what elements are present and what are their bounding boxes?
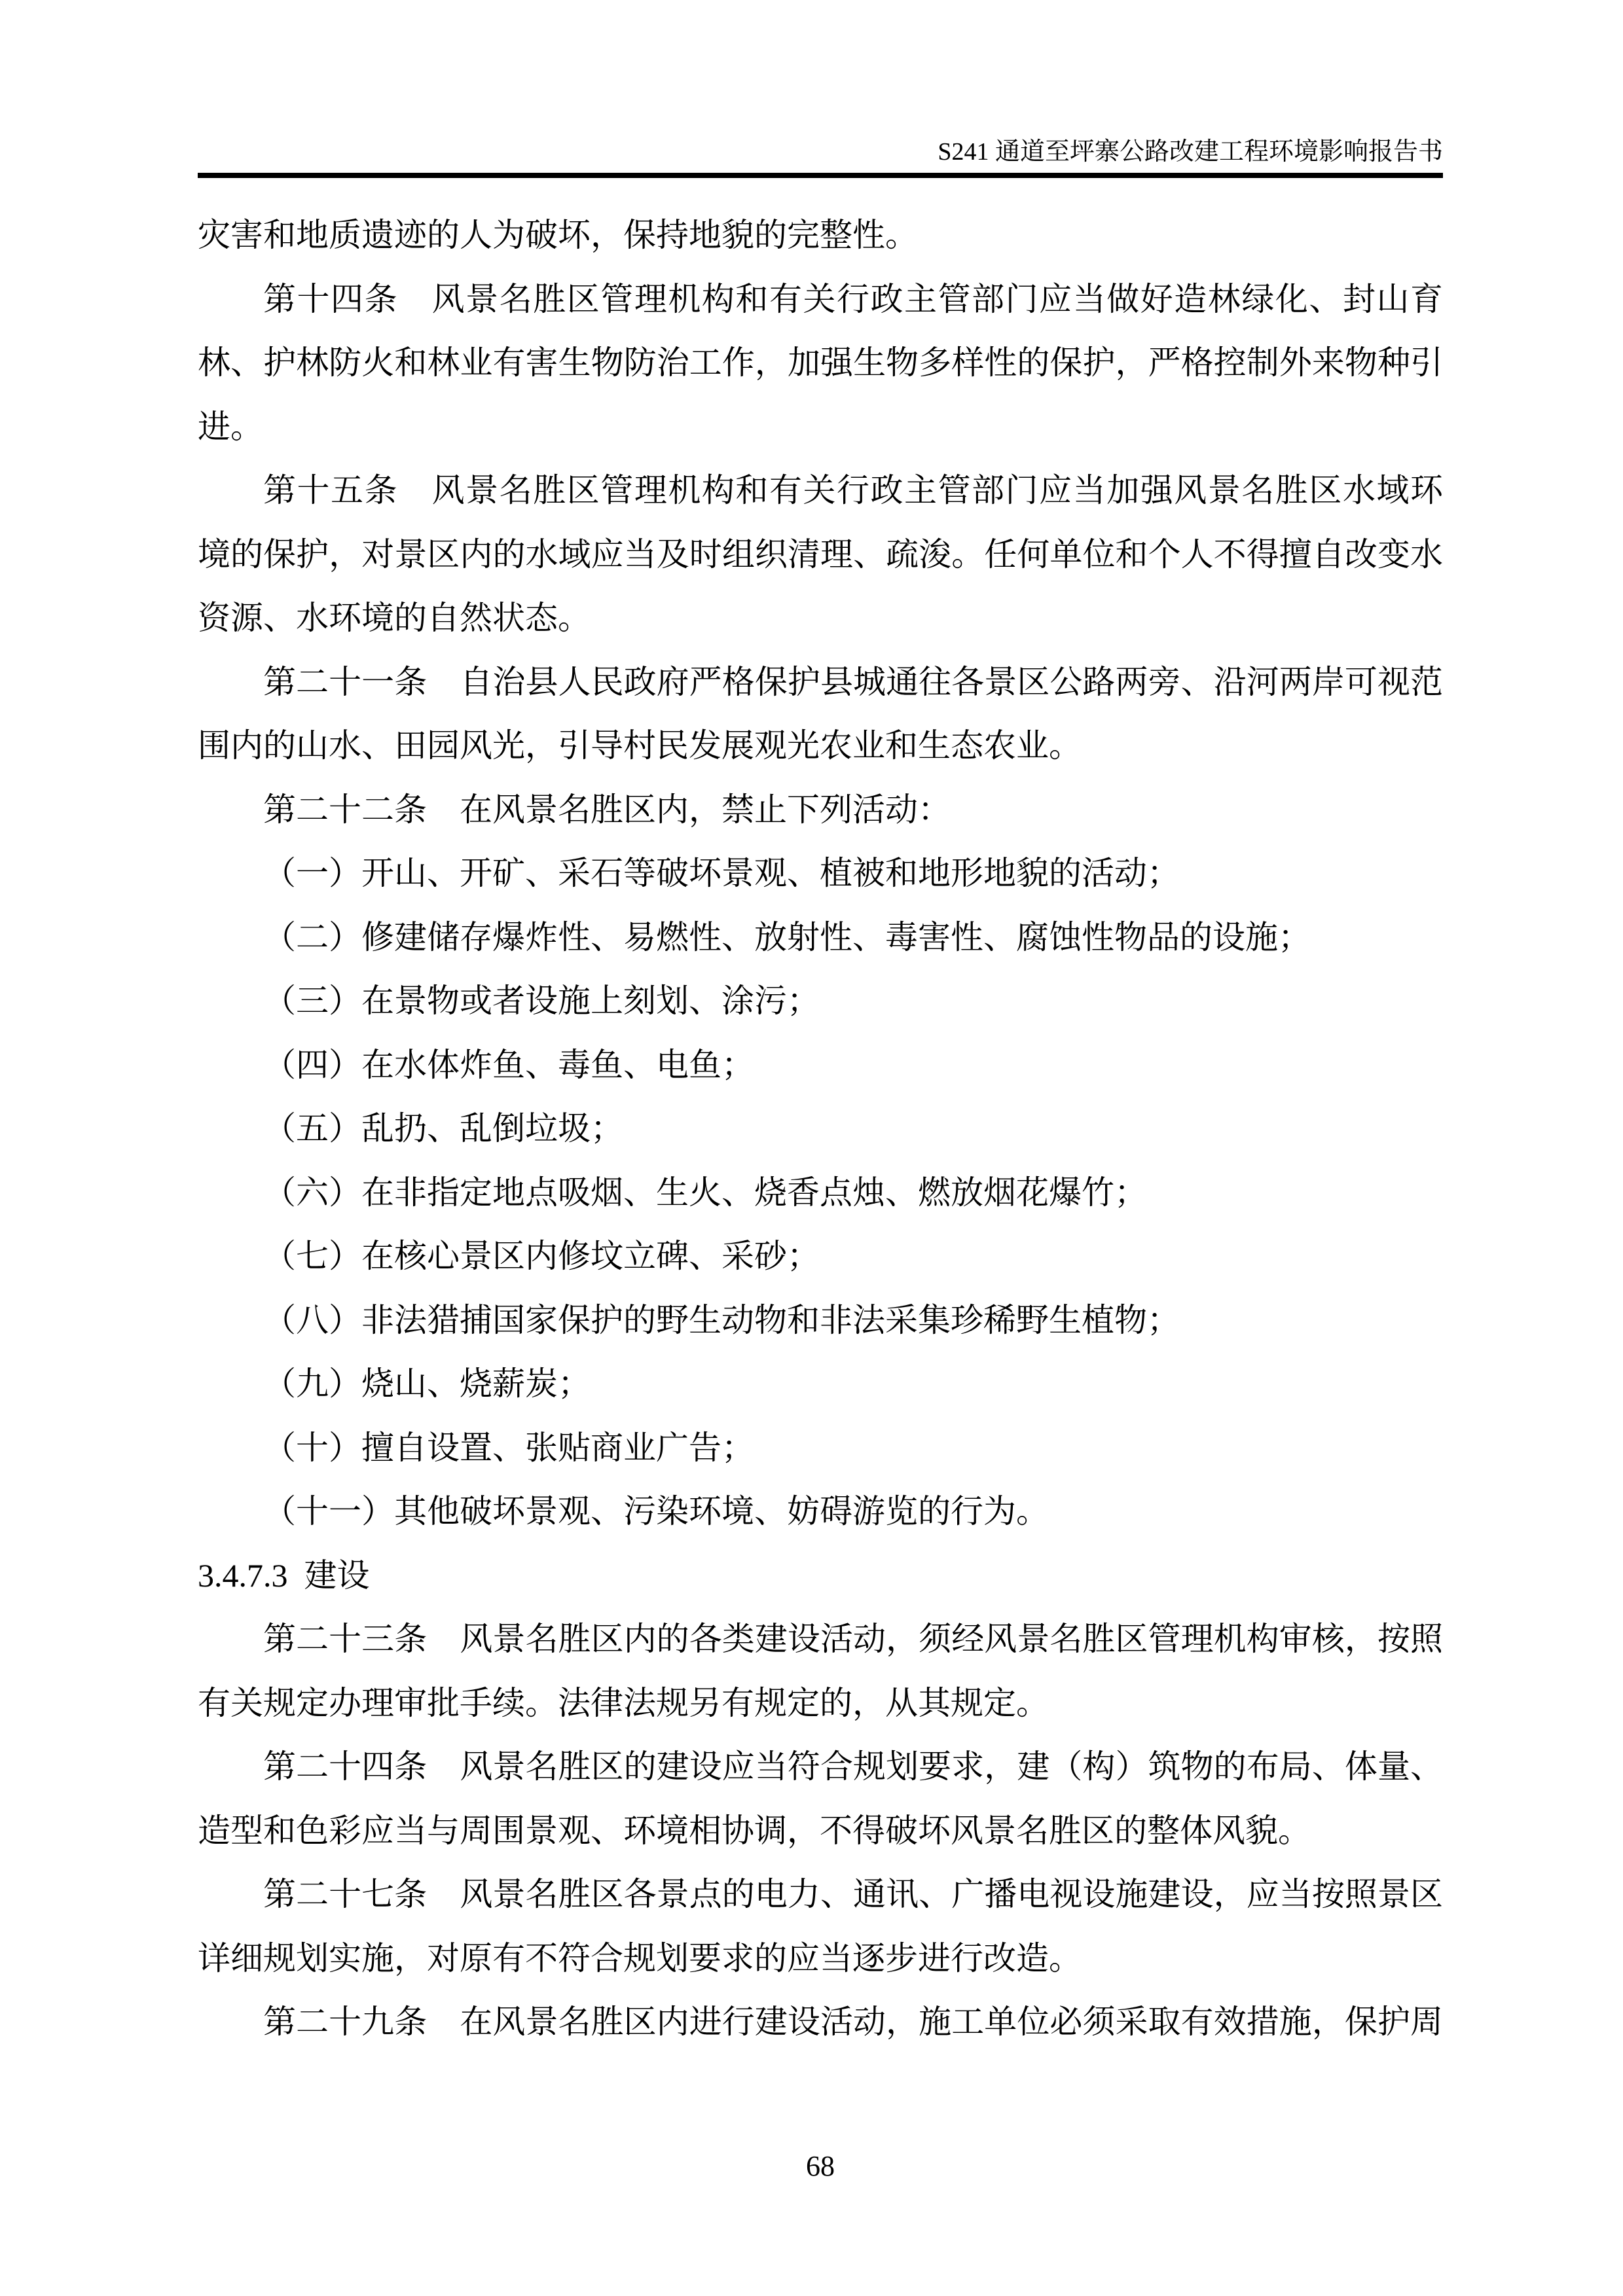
text-line: 第二十九条 在风景名胜区内进行建设活动，施工单位必须采取有效措施，保护周 [263, 2003, 1443, 2040]
text-line: 林、护林防火和林业有害生物防治工作，加强生物多样性的保护，严格控制外来物种引 [198, 344, 1443, 381]
text-line: （四）在水体炸鱼、毒鱼、电鱼； [263, 1046, 754, 1083]
text-line: 详细规划实施，对原有不符合规划要求的应当逐步进行改造。 [198, 1939, 1082, 1977]
header-rule [198, 173, 1443, 178]
text-line: （六）在非指定地点吸烟、生火、烧香点烛、燃放烟花爆竹； [263, 1174, 1147, 1211]
text-line: 灾害和地质遗迹的人为破坏，保持地貌的完整性。 [198, 217, 918, 253]
text-line: 资源、水环境的自然状态。 [198, 600, 591, 636]
text-line: （三）在景物或者设施上刻划、涂污； [263, 982, 820, 1019]
text-line: （七）在核心景区内修坟立碑、采砂； [263, 1238, 820, 1274]
text-line: 第二十二条 在风景名胜区内，禁止下列活动： [263, 791, 951, 828]
text-line: 第十五条 风景名胜区管理机构和有关行政主管部门应当加强风景名胜区水域环 [263, 472, 1443, 509]
text-line: （一）开山、开矿、采石等破坏景观、植被和地形地貌的活动； [263, 855, 1180, 891]
text-line: 第二十一条 自治县人民政府严格保护县城通往各景区公路两旁、沿河两岸可视范 [263, 663, 1443, 700]
page-header-title: S241 通道至坪寨公路改建工程环境影响报告书 [938, 138, 1443, 166]
section-heading: 3.4.7.3 建设 [198, 1556, 370, 1594]
text-line: 第二十四条 风景名胜区的建设应当符合规划要求，建（构）筑物的布局、体量、 [263, 1748, 1443, 1785]
text-line: 进。 [198, 408, 263, 445]
text-line: （九）烧山、烧薪炭； [263, 1365, 591, 1402]
text-line: （十一）其他破坏景观、污染环境、妨碍游览的行为。 [263, 1493, 1049, 1530]
text-line: 第十四条 风景名胜区管理机构和有关行政主管部门应当做好造林绿化、封山育 [263, 280, 1443, 317]
text-line: 第二十三条 风景名胜区内的各类建设活动，须经风景名胜区管理机构审核，按照 [263, 1621, 1443, 1657]
text-line: 造型和色彩应当与周围景观、环境相协调，不得破坏风景名胜区的整体风貌。 [198, 1812, 1311, 1849]
text-line: 围内的山水、田园风光，引导村民发展观光农业和生态农业。 [198, 727, 1082, 764]
text-line: 境的保护，对景区内的水域应当及时组织清理、疏浚。任何单位和个人不得擅自改变水 [198, 535, 1443, 573]
page-number: 68 [806, 2150, 835, 2182]
text-line: （八）非法猎捕国家保护的野生动物和非法采集珍稀野生植物； [263, 1301, 1180, 1338]
text-line: （十）擅自设置、张贴商业广告； [263, 1429, 754, 1466]
text-line: 有关规定办理审批手续。法律法规另有规定的，从其规定。 [198, 1684, 1049, 1721]
text-line: 第二十七条 风景名胜区各景点的电力、通讯、广播电视设施建设，应当按照景区 [263, 1876, 1443, 1912]
text-line: （五）乱扔、乱倒垃圾； [263, 1110, 623, 1147]
document-body [198, 204, 1443, 2054]
text-line: （二）修建储存爆炸性、易燃性、放射性、毒害性、腐蚀性物品的设施； [263, 918, 1311, 956]
